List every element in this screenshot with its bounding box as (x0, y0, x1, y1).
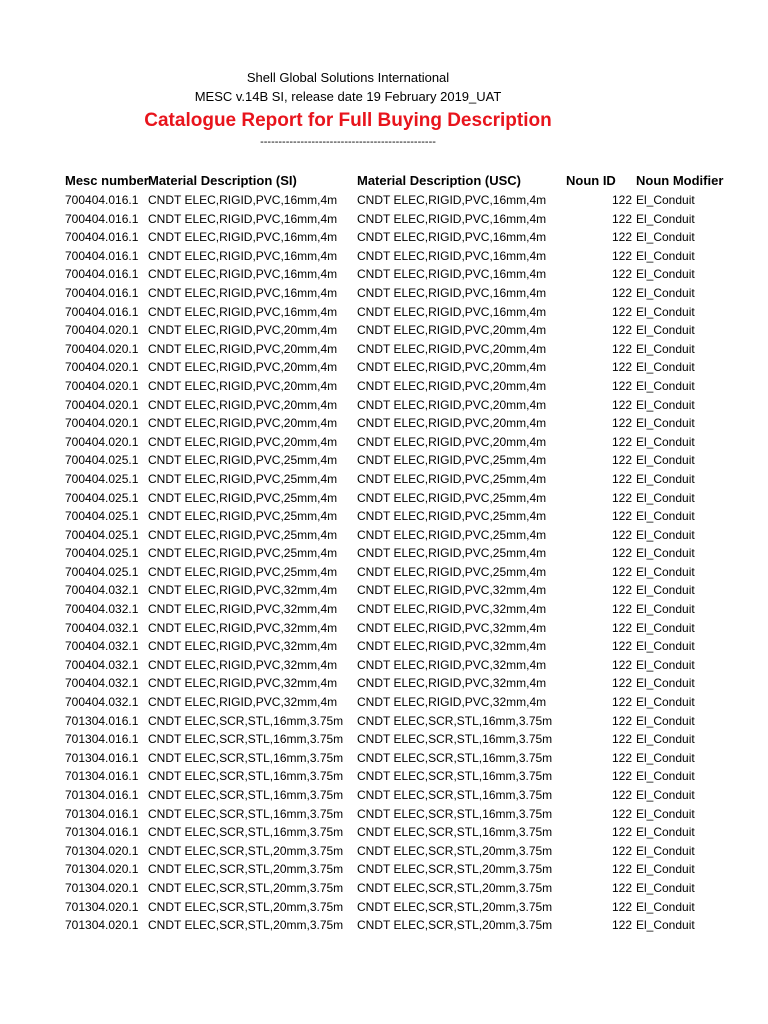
cell-noun-modifier: El_Conduit (636, 732, 695, 747)
table-row (0, 509, 768, 528)
table-row (0, 286, 768, 305)
cell-mesc-number: 700404.016.1 (65, 285, 139, 300)
cell-material-description-si: CNDT ELEC,SCR,STL,16mm,3.75m (148, 713, 344, 728)
cell-material-description-si: CNDT ELEC,RIGID,PVC,32mm,4m (148, 676, 338, 691)
table-row (0, 583, 768, 602)
cell-mesc-number: 700404.020.1 (65, 360, 139, 375)
cell-material-description-usc: CNDT ELEC,SCR,STL,20mm,3.75m (357, 880, 553, 895)
cell-noun-id: 122 (611, 397, 632, 412)
cell-material-description-usc: CNDT ELEC,RIGID,PVC,20mm,4m (357, 397, 547, 412)
cell-noun-id: 122 (611, 360, 632, 375)
cell-noun-id: 122 (611, 769, 632, 784)
cell-material-description-si: CNDT ELEC,SCR,STL,20mm,3.75m (148, 843, 344, 858)
cell-noun-id: 122 (611, 211, 632, 226)
cell-noun-id: 122 (611, 564, 632, 579)
table-row (0, 453, 768, 472)
cell-material-description-usc: CNDT ELEC,RIGID,PVC,32mm,4m (357, 620, 547, 635)
cell-noun-modifier: El_Conduit (636, 862, 695, 877)
cell-material-description-si: CNDT ELEC,SCR,STL,16mm,3.75m (148, 769, 344, 784)
cell-material-description-si: CNDT ELEC,RIGID,PVC,20mm,4m (148, 434, 338, 449)
cell-noun-modifier: El_Conduit (636, 620, 695, 635)
table-row (0, 844, 768, 863)
cell-mesc-number: 700404.025.1 (65, 490, 139, 505)
cell-noun-id: 122 (611, 490, 632, 505)
cell-mesc-number: 700404.016.1 (65, 211, 139, 226)
table-row (0, 416, 768, 435)
cell-noun-id: 122 (611, 193, 632, 207)
cell-material-description-usc: CNDT ELEC,RIGID,PVC,32mm,4m (357, 583, 547, 598)
organization-name: Shell Global Solutions International (246, 70, 450, 85)
cell-material-description-usc: CNDT ELEC,RIGID,PVC,16mm,4m (357, 285, 547, 300)
cell-noun-id: 122 (611, 267, 632, 282)
table-row (0, 212, 768, 231)
cell-noun-id: 122 (611, 527, 632, 542)
table-row (0, 732, 768, 751)
cell-material-description-usc: CNDT ELEC,SCR,STL,20mm,3.75m (357, 899, 553, 914)
cell-material-description-usc: CNDT ELEC,RIGID,PVC,25mm,4m (357, 564, 547, 579)
cell-mesc-number: 700404.016.1 (65, 304, 139, 319)
table-row (0, 398, 768, 417)
cell-noun-id: 122 (611, 583, 632, 598)
table-row (0, 769, 768, 788)
cell-mesc-number: 701304.016.1 (65, 788, 139, 802)
cell-noun-id: 122 (611, 248, 632, 263)
cell-noun-id: 122 (611, 546, 632, 561)
table-row (0, 491, 768, 510)
cell-noun-modifier: El_Conduit (636, 397, 695, 412)
cell-material-description-si: CNDT ELEC,SCR,STL,16mm,3.75m (148, 732, 344, 747)
table-row (0, 565, 768, 584)
cell-noun-id: 122 (611, 676, 632, 691)
cell-material-description-si: CNDT ELEC,RIGID,PVC,20mm,4m (148, 416, 338, 431)
cell-noun-modifier: El_Conduit (636, 471, 695, 486)
table-row (0, 676, 768, 695)
cell-noun-modifier: El_Conduit (636, 490, 695, 505)
cell-material-description-usc: CNDT ELEC,SCR,STL,16mm,3.75m (357, 769, 553, 784)
cell-mesc-number: 701304.020.1 (65, 880, 139, 895)
table-row (0, 472, 768, 491)
cell-mesc-number: 700404.016.1 (65, 267, 139, 282)
cell-noun-id: 122 (611, 918, 632, 933)
cell-material-description-usc: CNDT ELEC,RIGID,PVC,16mm,4m (357, 304, 547, 319)
cell-material-description-si: CNDT ELEC,RIGID,PVC,25mm,4m (148, 564, 338, 579)
table-row (0, 249, 768, 268)
cell-material-description-si: CNDT ELEC,RIGID,PVC,25mm,4m (148, 471, 338, 486)
table-row (0, 807, 768, 826)
cell-material-description-si: CNDT ELEC,SCR,STL,20mm,3.75m (148, 918, 344, 933)
cell-material-description-usc: CNDT ELEC,RIGID,PVC,20mm,4m (357, 323, 547, 338)
cell-material-description-si: CNDT ELEC,RIGID,PVC,16mm,4m (148, 285, 338, 300)
cell-material-description-usc: CNDT ELEC,SCR,STL,20mm,3.75m (357, 843, 553, 858)
cell-material-description-usc: CNDT ELEC,RIGID,PVC,25mm,4m (357, 453, 547, 468)
cell-material-description-usc: CNDT ELEC,SCR,STL,16mm,3.75m (357, 788, 553, 802)
cell-noun-id: 122 (611, 602, 632, 617)
cell-mesc-number: 700404.020.1 (65, 323, 139, 338)
table-row (0, 193, 768, 212)
column-header-noun-modifier: Noun Modifier (636, 173, 724, 188)
cell-noun-id: 122 (611, 862, 632, 877)
cell-material-description-usc: CNDT ELEC,RIGID,PVC,32mm,4m (357, 657, 547, 672)
cell-mesc-number: 700404.025.1 (65, 527, 139, 542)
table-header-row (0, 173, 768, 193)
cell-material-description-usc: CNDT ELEC,RIGID,PVC,20mm,4m (357, 341, 547, 356)
cell-mesc-number: 700404.032.1 (65, 695, 139, 710)
cell-mesc-number: 701304.020.1 (65, 918, 139, 933)
cell-material-description-si: CNDT ELEC,RIGID,PVC,32mm,4m (148, 695, 338, 710)
cell-material-description-usc: CNDT ELEC,SCR,STL,16mm,3.75m (357, 825, 553, 840)
cell-material-description-usc: CNDT ELEC,RIGID,PVC,32mm,4m (357, 639, 547, 654)
cell-material-description-usc: CNDT ELEC,RIGID,PVC,25mm,4m (357, 546, 547, 561)
cell-noun-modifier: El_Conduit (636, 453, 695, 468)
cell-material-description-usc: CNDT ELEC,SCR,STL,16mm,3.75m (357, 750, 553, 765)
catalogue-table (0, 173, 768, 937)
cell-mesc-number: 700404.025.1 (65, 453, 139, 468)
release-info: MESC v.14B SI, release date 19 February 2019_UAT (194, 89, 502, 104)
cell-material-description-si: CNDT ELEC,SCR,STL,16mm,3.75m (148, 788, 344, 802)
cell-mesc-number: 701304.020.1 (65, 843, 139, 858)
cell-mesc-number: 700404.032.1 (65, 620, 139, 635)
cell-noun-modifier: El_Conduit (636, 918, 695, 933)
cell-material-description-si: CNDT ELEC,RIGID,PVC,20mm,4m (148, 378, 338, 393)
cell-noun-modifier: El_Conduit (636, 880, 695, 895)
table-row (0, 881, 768, 900)
cell-material-description-usc: CNDT ELEC,RIGID,PVC,32mm,4m (357, 695, 547, 710)
cell-noun-modifier: El_Conduit (636, 564, 695, 579)
table-row (0, 714, 768, 733)
cell-noun-modifier: El_Conduit (636, 676, 695, 691)
cell-noun-modifier: El_Conduit (636, 193, 695, 207)
table-row (0, 528, 768, 547)
cell-noun-modifier: El_Conduit (636, 769, 695, 784)
cell-noun-modifier: El_Conduit (636, 583, 695, 598)
cell-material-description-usc: CNDT ELEC,RIGID,PVC,32mm,4m (357, 676, 547, 691)
cell-noun-modifier: El_Conduit (636, 267, 695, 282)
cell-mesc-number: 700404.020.1 (65, 397, 139, 412)
cell-noun-modifier: El_Conduit (636, 527, 695, 542)
cell-material-description-usc: CNDT ELEC,SCR,STL,16mm,3.75m (357, 806, 553, 821)
cell-noun-modifier: El_Conduit (636, 211, 695, 226)
cell-material-description-usc: CNDT ELEC,RIGID,PVC,16mm,4m (357, 267, 547, 282)
cell-noun-id: 122 (611, 509, 632, 524)
cell-material-description-usc: CNDT ELEC,SCR,STL,16mm,3.75m (357, 732, 553, 747)
table-row (0, 862, 768, 881)
cell-material-description-si: CNDT ELEC,RIGID,PVC,25mm,4m (148, 509, 338, 524)
cell-noun-id: 122 (611, 323, 632, 338)
cell-material-description-si: CNDT ELEC,RIGID,PVC,32mm,4m (148, 620, 338, 635)
cell-noun-id: 122 (611, 695, 632, 710)
table-row (0, 695, 768, 714)
cell-mesc-number: 701304.016.1 (65, 825, 139, 840)
cell-noun-modifier: El_Conduit (636, 341, 695, 356)
cell-material-description-si: CNDT ELEC,RIGID,PVC,20mm,4m (148, 323, 338, 338)
cell-mesc-number: 700404.025.1 (65, 564, 139, 579)
cell-material-description-si: CNDT ELEC,RIGID,PVC,20mm,4m (148, 341, 338, 356)
cell-noun-id: 122 (611, 732, 632, 747)
cell-mesc-number: 700404.016.1 (65, 248, 139, 263)
cell-material-description-usc: CNDT ELEC,RIGID,PVC,16mm,4m (357, 211, 547, 226)
cell-material-description-si: CNDT ELEC,RIGID,PVC,32mm,4m (148, 657, 338, 672)
column-header-material-description-si: Material Description (SI) (148, 173, 297, 188)
cell-material-description-usc: CNDT ELEC,RIGID,PVC,25mm,4m (357, 490, 547, 505)
cell-mesc-number: 701304.020.1 (65, 899, 139, 914)
cell-noun-id: 122 (611, 378, 632, 393)
table-row (0, 658, 768, 677)
cell-material-description-si: CNDT ELEC,RIGID,PVC,16mm,4m (148, 267, 338, 282)
cell-material-description-si: CNDT ELEC,SCR,STL,20mm,3.75m (148, 899, 344, 914)
cell-mesc-number: 700404.025.1 (65, 546, 139, 561)
table-row (0, 323, 768, 342)
cell-material-description-si: CNDT ELEC,SCR,STL,16mm,3.75m (148, 825, 344, 840)
cell-material-description-si: CNDT ELEC,RIGID,PVC,16mm,4m (148, 304, 338, 319)
table-row (0, 305, 768, 324)
cell-noun-modifier: El_Conduit (636, 434, 695, 449)
cell-mesc-number: 700404.032.1 (65, 583, 139, 598)
cell-material-description-usc: CNDT ELEC,SCR,STL,20mm,3.75m (357, 918, 553, 933)
cell-noun-modifier: El_Conduit (636, 546, 695, 561)
cell-material-description-si: CNDT ELEC,RIGID,PVC,32mm,4m (148, 602, 338, 617)
table-row (0, 230, 768, 249)
cell-noun-modifier: El_Conduit (636, 230, 695, 245)
cell-noun-id: 122 (611, 230, 632, 245)
cell-mesc-number: 701304.020.1 (65, 862, 139, 877)
cell-material-description-usc: CNDT ELEC,RIGID,PVC,20mm,4m (357, 360, 547, 375)
table-row (0, 267, 768, 286)
cell-noun-modifier: El_Conduit (636, 750, 695, 765)
cell-material-description-usc: CNDT ELEC,RIGID,PVC,25mm,4m (357, 509, 547, 524)
cell-material-description-si: CNDT ELEC,RIGID,PVC,25mm,4m (148, 527, 338, 542)
cell-noun-modifier: El_Conduit (636, 304, 695, 319)
cell-material-description-usc: CNDT ELEC,RIGID,PVC,25mm,4m (357, 471, 547, 486)
cell-noun-id: 122 (611, 713, 632, 728)
cell-material-description-si: CNDT ELEC,RIGID,PVC,16mm,4m (148, 248, 338, 263)
cell-noun-modifier: El_Conduit (636, 602, 695, 617)
cell-material-description-si: CNDT ELEC,RIGID,PVC,25mm,4m (148, 546, 338, 561)
cell-mesc-number: 701304.016.1 (65, 713, 139, 728)
cell-material-description-usc: CNDT ELEC,RIGID,PVC,32mm,4m (357, 602, 547, 617)
cell-noun-id: 122 (611, 416, 632, 431)
table-row (0, 342, 768, 361)
cell-material-description-usc: CNDT ELEC,RIGID,PVC,20mm,4m (357, 378, 547, 393)
cell-noun-modifier: El_Conduit (636, 248, 695, 263)
table-row (0, 379, 768, 398)
table-row (0, 360, 768, 379)
table-row (0, 621, 768, 640)
table-body (0, 193, 768, 937)
cell-noun-id: 122 (611, 806, 632, 821)
column-header-material-description-usc: Material Description (USC) (357, 173, 521, 188)
cell-noun-modifier: El_Conduit (636, 899, 695, 914)
cell-material-description-usc: CNDT ELEC,RIGID,PVC,16mm,4m (357, 248, 547, 263)
cell-noun-id: 122 (611, 285, 632, 300)
cell-mesc-number: 700404.016.1 (65, 193, 139, 207)
cell-noun-modifier: El_Conduit (636, 360, 695, 375)
cell-noun-id: 122 (611, 750, 632, 765)
cell-mesc-number: 700404.020.1 (65, 416, 139, 431)
table-row (0, 546, 768, 565)
cell-noun-id: 122 (611, 341, 632, 356)
cell-noun-id: 122 (611, 880, 632, 895)
cell-material-description-si: CNDT ELEC,SCR,STL,16mm,3.75m (148, 806, 344, 821)
cell-mesc-number: 701304.016.1 (65, 732, 139, 747)
cell-material-description-si: CNDT ELEC,RIGID,PVC,20mm,4m (148, 360, 338, 375)
cell-noun-id: 122 (611, 434, 632, 449)
cell-noun-modifier: El_Conduit (636, 285, 695, 300)
cell-noun-id: 122 (611, 843, 632, 858)
cell-mesc-number: 700404.025.1 (65, 509, 139, 524)
cell-noun-modifier: El_Conduit (636, 639, 695, 654)
cell-mesc-number: 700404.032.1 (65, 639, 139, 654)
cell-mesc-number: 701304.016.1 (65, 769, 139, 784)
cell-material-description-si: CNDT ELEC,RIGID,PVC,16mm,4m (148, 193, 338, 207)
cell-material-description-usc: CNDT ELEC,RIGID,PVC,20mm,4m (357, 416, 547, 431)
cell-material-description-usc: CNDT ELEC,RIGID,PVC,20mm,4m (357, 434, 547, 449)
cell-mesc-number: 700404.032.1 (65, 657, 139, 672)
cell-material-description-usc: CNDT ELEC,RIGID,PVC,16mm,4m (357, 230, 547, 245)
table-row (0, 751, 768, 770)
cell-noun-id: 122 (611, 639, 632, 654)
table-row (0, 639, 768, 658)
cell-material-description-si: CNDT ELEC,RIGID,PVC,25mm,4m (148, 490, 338, 505)
table-row (0, 788, 768, 807)
cell-noun-modifier: El_Conduit (636, 713, 695, 728)
cell-mesc-number: 701304.016.1 (65, 750, 139, 765)
cell-noun-modifier: El_Conduit (636, 657, 695, 672)
cell-noun-modifier: El_Conduit (636, 323, 695, 338)
cell-noun-id: 122 (611, 899, 632, 914)
cell-noun-modifier: El_Conduit (636, 788, 695, 802)
cell-material-description-si: CNDT ELEC,RIGID,PVC,32mm,4m (148, 639, 338, 654)
cell-material-description-usc: CNDT ELEC,SCR,STL,20mm,3.75m (357, 862, 553, 877)
cell-material-description-si: CNDT ELEC,SCR,STL,20mm,3.75m (148, 880, 344, 895)
cell-noun-modifier: El_Conduit (636, 509, 695, 524)
cell-noun-id: 122 (611, 453, 632, 468)
table-row (0, 435, 768, 454)
cell-material-description-usc: CNDT ELEC,RIGID,PVC,16mm,4m (357, 193, 547, 207)
cell-material-description-si: CNDT ELEC,RIGID,PVC,16mm,4m (148, 211, 338, 226)
cell-noun-modifier: El_Conduit (636, 378, 695, 393)
cell-material-description-si: CNDT ELEC,RIGID,PVC,16mm,4m (148, 230, 338, 245)
cell-mesc-number: 700404.025.1 (65, 471, 139, 486)
table-row (0, 900, 768, 919)
cell-material-description-si: CNDT ELEC,RIGID,PVC,20mm,4m (148, 397, 338, 412)
cell-noun-id: 122 (611, 620, 632, 635)
cell-material-description-usc: CNDT ELEC,RIGID,PVC,25mm,4m (357, 527, 547, 542)
cell-noun-id: 122 (611, 304, 632, 319)
cell-mesc-number: 701304.016.1 (65, 806, 139, 821)
cell-material-description-usc: CNDT ELEC,SCR,STL,16mm,3.75m (357, 713, 553, 728)
table-row (0, 602, 768, 621)
table-row (0, 918, 768, 937)
report-title: Catalogue Report for Full Buying Description (144, 110, 552, 131)
cell-noun-id: 122 (611, 471, 632, 486)
cell-noun-modifier: El_Conduit (636, 695, 695, 710)
cell-noun-id: 122 (611, 788, 632, 802)
cell-noun-id: 122 (611, 657, 632, 672)
column-header-mesc-number: Mesc number (65, 173, 149, 188)
cell-noun-modifier: El_Conduit (636, 806, 695, 821)
table-row (0, 825, 768, 844)
cell-mesc-number: 700404.032.1 (65, 676, 139, 691)
cell-noun-modifier: El_Conduit (636, 843, 695, 858)
column-header-noun-id: Noun ID (566, 173, 616, 188)
cell-noun-id: 122 (611, 825, 632, 840)
cell-mesc-number: 700404.016.1 (65, 230, 139, 245)
cell-material-description-si: CNDT ELEC,RIGID,PVC,25mm,4m (148, 453, 338, 468)
cell-material-description-si: CNDT ELEC,SCR,STL,20mm,3.75m (148, 862, 344, 877)
cell-material-description-si: CNDT ELEC,SCR,STL,16mm,3.75m (148, 750, 344, 765)
cell-mesc-number: 700404.032.1 (65, 602, 139, 617)
title-separator: ------------------------------------------------ (260, 136, 436, 148)
cell-noun-modifier: El_Conduit (636, 416, 695, 431)
cell-material-description-si: CNDT ELEC,RIGID,PVC,32mm,4m (148, 583, 338, 598)
cell-mesc-number: 700404.020.1 (65, 378, 139, 393)
cell-noun-modifier: El_Conduit (636, 825, 695, 840)
cell-mesc-number: 700404.020.1 (65, 341, 139, 356)
cell-mesc-number: 700404.020.1 (65, 434, 139, 449)
